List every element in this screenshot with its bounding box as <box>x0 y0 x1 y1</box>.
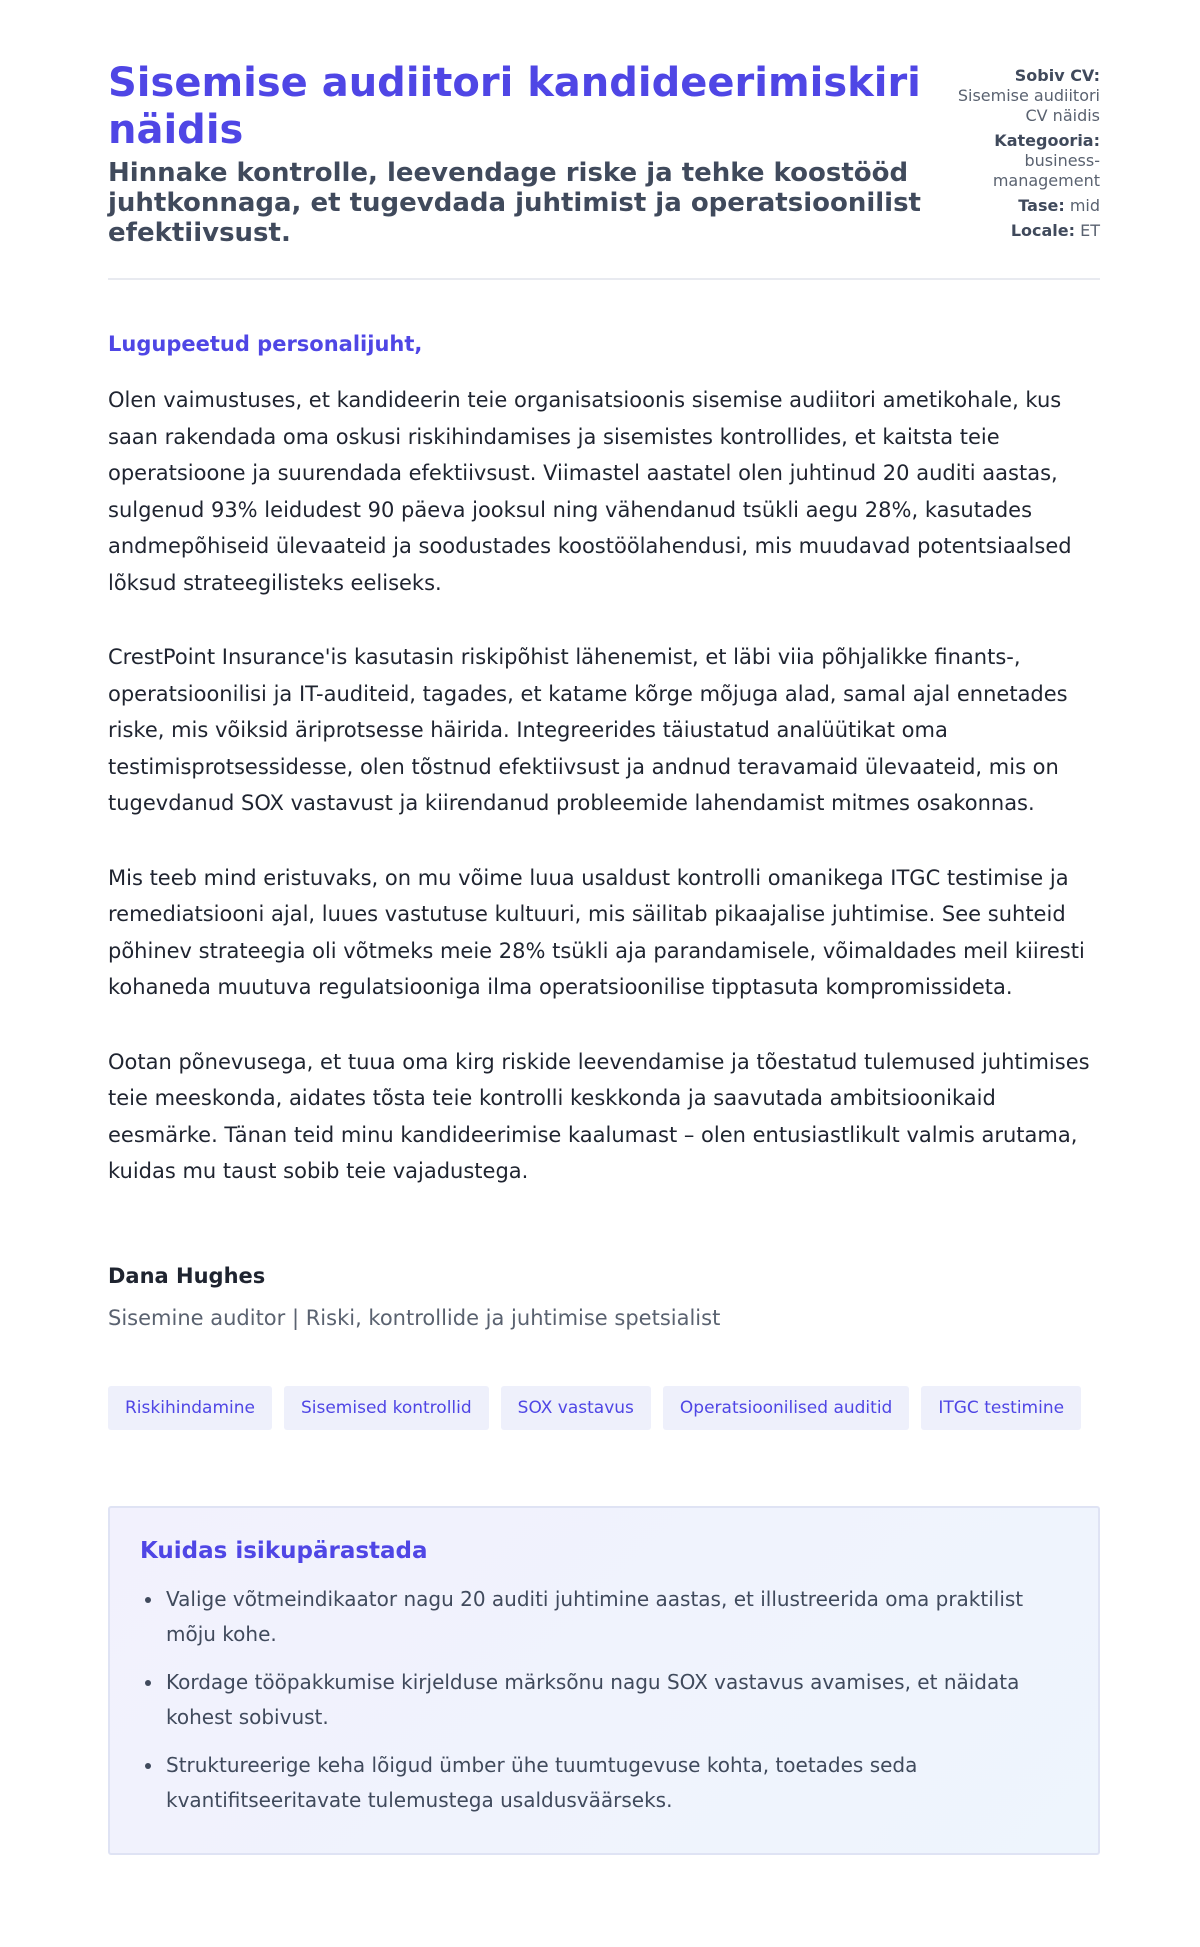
meta-locale-label: Locale: <box>1010 221 1076 240</box>
tip-item: • Kordage tööpakkumise kirjelduse märksõnu nagu SOX vastavus avamises, et näidata kohest sobivust. <box>164 1665 1068 1735</box>
meta-cv-value[interactable]: Sisemise audiitori CV näidis <box>957 86 1100 125</box>
skill-tag[interactable]: ITGC testimine <box>921 1386 1081 1430</box>
signature-block <box>108 1264 1100 1330</box>
letter-paragraph: Olen vaimustuses, et kandideerin teie organisatsioonis sisemise audiitori ametikohale, kus saan rakendada oma oskusi riskihindamises ja sisemistes kontrollides, et kaitsta teie operatsioone ja suurendada efektiivsust. Viimastel aastatel olen juhtinud 20 auditi aastas, sulgenud 93% leidudest 90 päeva jooksul ning vähendanud tsükli aegu 28%, kasutades andmepõhiseid ülevaateid ja soodustades koostöölahendusi, mis muudavad potentsiaalsed lõksud strateegilisteks eeliseks. <box>108 388 1072 595</box>
tip-item: • Struktureerige keha lõigud ümber ühe tuumtugevuse kohta, toetades seda kvantifitseeritavate tulemustega usaldusväärseks. <box>164 1748 1068 1818</box>
meta-locale <box>950 221 1100 241</box>
signature-title: Sisemine auditor | Riski, kontrollide ja juhtimise spetsialist <box>108 1305 721 1330</box>
title-block <box>108 60 928 248</box>
salutation: Lugupeetud personalijuht, <box>108 332 423 356</box>
page-title: Sisemise audiitori kandideerimiskiri näidis <box>108 60 921 153</box>
letter-body <box>108 332 1100 1190</box>
personalization-tips <box>108 1506 1100 1855</box>
letter-paragraph: CrestPoint Insurance'is kasutasin riskipõhist lähenemist, et läbi viia põhjalikke finants-, operatsioonilisi ja IT-auditeid, tagades, et katame kõrge mõjuga alad, samal ajal ennetades riske, mis võiksid äriprotsesse häirida. Integreerides täiustatud analüütikat oma testimisprotsessidesse, olen tõstnud efektiivsust ja andnud teravamaid ülevaateid, mis on tugevdanud SOX vastavust ja kiirendanud probleemide lahendamist mitmes osakonnas. <box>108 645 1068 815</box>
tips-heading: Kuidas isikupärastada <box>140 1537 428 1564</box>
letter-paragraph: Mis teeb mind eristuvaks, on mu võime luua usaldust kontrolli omanikega ITGC testimise ja remediatsiooni ajal, luues vastutuse kultuuri, mis säilitab pikaajalise juhtimise. See suhteid põhinev strateegia oli võtmeks meie 28% tsükli aja parandamisele, võimaldades meil kiiresti kohaneda muutuva regulatsiooniga ilma operatsioonilise tipptasuta kompromissideta. <box>108 865 1085 999</box>
meta-cv-label: Sobiv CV: <box>1014 66 1100 85</box>
skill-tag[interactable]: Operatsioonilised auditid <box>663 1386 909 1430</box>
meta-level <box>950 196 1100 216</box>
skill-tags <box>108 1386 1100 1430</box>
meta-category <box>950 131 1100 191</box>
meta-category-value: business-management <box>992 151 1100 190</box>
meta-locale-value: ET <box>1080 221 1100 240</box>
skill-tag[interactable]: SOX vastavus <box>501 1386 651 1430</box>
tip-item: • Valige võtmeindikaator nagu 20 auditi juhtimine aastas, et illustreerida oma praktilist mõju kohe. <box>164 1582 1068 1652</box>
signature-name: Dana Hughes <box>108 1263 266 1288</box>
meta-category-label: Kategooria: <box>994 131 1100 150</box>
tips-list <box>140 1582 1068 1818</box>
cover-letter-page <box>108 60 1100 1855</box>
page-header <box>108 60 1100 280</box>
letter-paragraph: Ootan põnevusega, et tuua oma kirg riskide leevendamise ja tõestatud tulemused juhtimises teie meeskonda, aidates tõsta teie kontrolli keskkonda ja saavutada ambitsioonikaid eesmärke. Tänan teid minu kandideerimise kaalumast – olen entusiastlikult valmis arutama, kuidas mu taust sobib teie vajadustega. <box>108 1049 1090 1183</box>
meta-level-label: Tase: <box>1018 196 1065 215</box>
meta-panel <box>950 60 1100 246</box>
meta-level-value: mid <box>1069 196 1100 215</box>
skill-tag[interactable]: Riskihindamine <box>108 1386 272 1430</box>
skill-tag[interactable]: Sisemised kontrollid <box>284 1386 489 1430</box>
meta-cv <box>950 66 1100 126</box>
page-subtitle: Hinnake kontrolle, leevendage riske ja tehke koostööd juhtkonnaga, et tugevdada juhtimist ja operatsioonilist efektiivsust. <box>108 158 921 248</box>
